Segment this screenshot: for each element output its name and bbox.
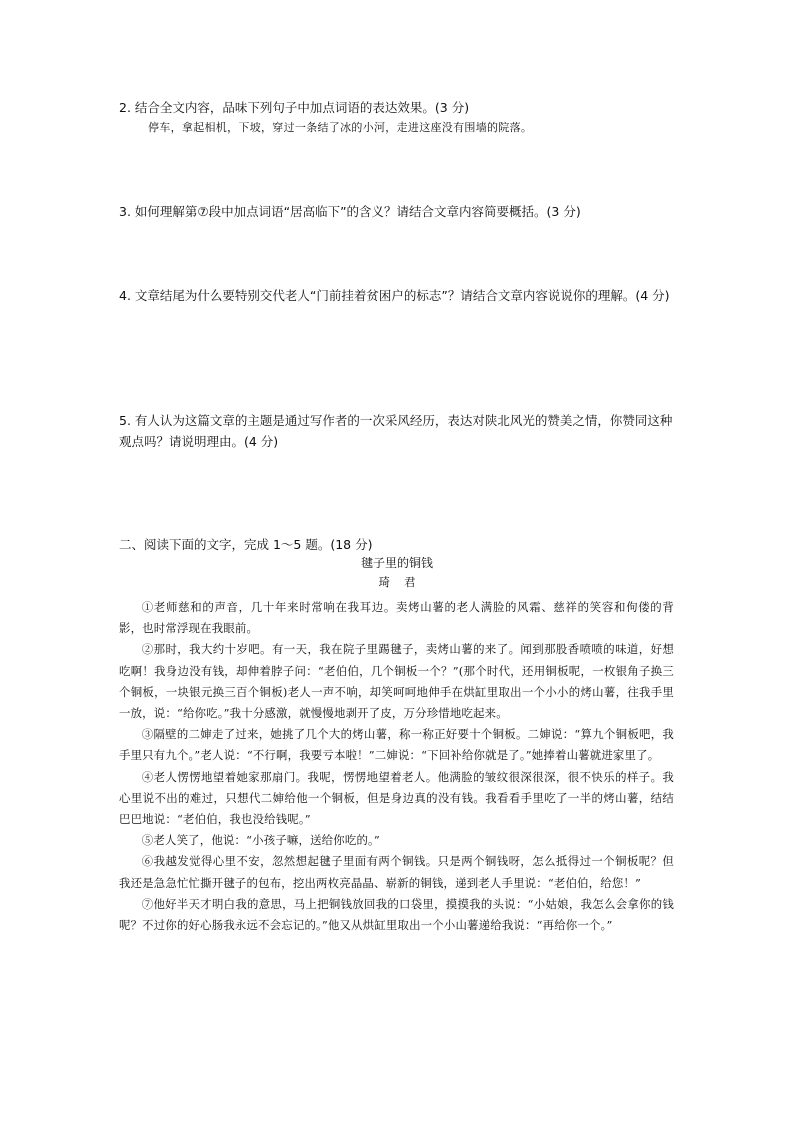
paragraph-3: ③隔壁的二婶走了过来，她挑了几个大的烤山薯，称一称正好要十个铜板。二婶说：“算九个铜板吧，我手里只有九个。”老人说：“不行啊，我要亏本啦！”二婶说：“下回补给你就是了。”她捧着山薯就进家里了。 (119, 727, 674, 763)
article-author: 琦君 (378, 575, 430, 589)
question-5: 5. 有人认为这篇文章的主题是通过写作者的一次采风经历，表达对陕北风光的赞美之情，你赞同这种观点吗？请说明理由。(4 分) (119, 413, 673, 449)
question-2-quote: 停车，拿起相机，下坡，穿过一条结了冰的小河，走进这座没有围墙的院落。 (148, 121, 533, 134)
paragraph-7: ⑦他好半天才明白我的意思，马上把铜钱放回我的口袋里，摸摸我的头说：“小姑娘，我怎么会拿你的钱呢？不过你的好心肠我永远不会忘记的。”他又从烘缸里取出一个小山薯递给我说：“再给你一个。” (119, 896, 674, 933)
question-4: 4. 文章结尾为什么要特别交代老人“门前挂着贫困户的标志”？请结合文章内容说说你的理解。(4 分) (119, 288, 670, 303)
paragraph-4: ④老人愣愣地望着她家那扇门。我呢，愣愣地望着老人。他满脸的皱纹很深很深，很不快乐的样子。我心里说不出的难过，只想代二婶给他一个铜板，但是身边真的没有钱。我看看手里吃了一半的烤山薯，结结巴巴地说：“老伯伯，我也没给钱呢。” (119, 769, 674, 827)
paragraph-2: ②那时，我大约十岁吧。有一天，我在院子里踢毽子，卖烤山薯的来了。闻到那股香喷喷的味道，好想吃啊！我身边没有钱，却伸着脖子问：“老伯伯，几个铜板一个？”(那个时代，还用铜板呢，一枚银角子换三个铜板，一块银元换三百个铜板)老人一声不响，却笑呵呵地伸手在烘缸里取出一个小小的烤山薯，往我手里一放，说：“给你吃。”我十分感激，就慢慢地剥开了皮，万分珍惜地吃起来。 (119, 642, 674, 721)
paragraph-5: ⑤老人笑了，他说：“小孩子嘛，送给你吃的。” (141, 833, 380, 848)
section-heading: 二、阅读下面的文字，完成 1～5 题。(18 分) (119, 537, 373, 552)
paragraph-6: ⑥我越发觉得心里不安，忽然想起毽子里面有两个铜钱。只是两个铜钱呀，怎么抵得过一个铜板呢？但我还是急急忙忙撕开毽子的包布，挖出两枚亮晶晶、崭新的铜钱，递到老人手里说：“老伯伯，给您！” (119, 854, 674, 890)
article-body (119, 597, 674, 936)
paragraph-1: ①老师慈和的声音，几十年来时常响在我耳边。卖烤山薯的老人满脸的风霜、慈祥的笑容和佝偻的背影，也时常浮现在我眼前。 (119, 600, 674, 636)
article-title: 毽子里的铜钱 (360, 556, 433, 570)
question-3: 3. 如何理解第⑦段中加点词语“居高临下”的含义？请结合文章内容简要概括。(3 分) (119, 204, 581, 219)
question-2: 2. 结合全文内容，品味下列句子中加点词语的表达效果。(3 分) (119, 100, 470, 115)
